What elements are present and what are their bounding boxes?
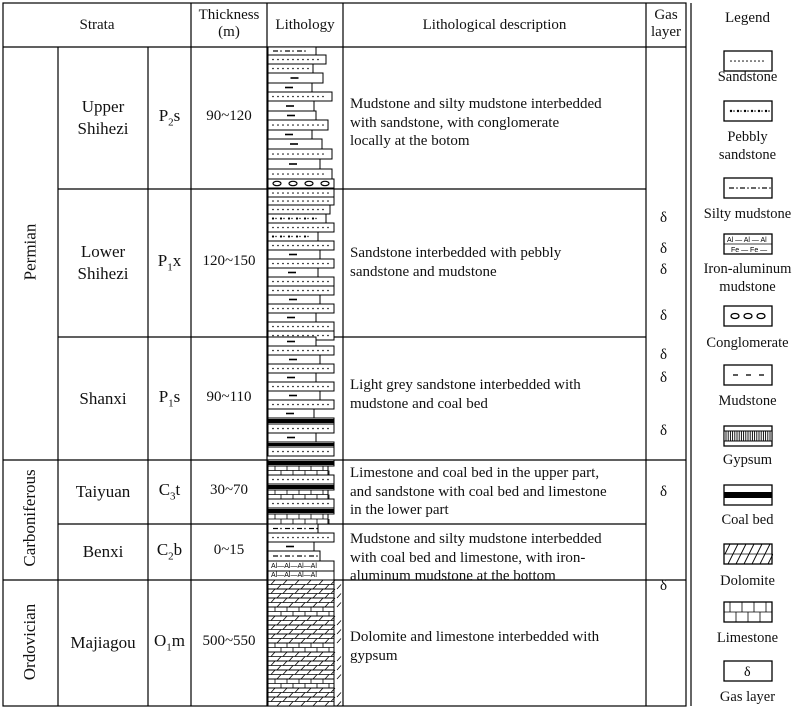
gas-layer-icon: δ — [660, 262, 668, 278]
formation-thickness: 0~15 — [213, 542, 245, 558]
formation-name: Shanxi — [79, 388, 127, 408]
gas-layer-icon: δ — [660, 484, 668, 500]
formation-code: $O_1m$ — [153, 631, 185, 654]
legend-conglomerate-label: Conglomerate — [706, 335, 789, 351]
legend-conglomerate-swatch — [723, 305, 773, 327]
legend-sandstone-label: Sandstone — [717, 69, 778, 85]
system-carboniferous: Carboniferous — [20, 469, 39, 567]
legend-coal-swatch — [723, 484, 773, 506]
svg-text:Al—Al—Al—Al: Al—Al—Al—Al — [271, 572, 317, 579]
legend-pebbly-swatch — [723, 100, 773, 122]
legend-title: Legend — [725, 10, 770, 26]
header-description: Lithological description — [422, 17, 567, 33]
header-thickness: Thickness (m) — [198, 7, 260, 40]
formation-thickness: 120~150 — [202, 253, 256, 269]
formation-name: Upper Shihezi — [77, 97, 129, 138]
formation-code: $C_3t$ — [158, 480, 181, 503]
formation-description: Mudstone and silty mudstone interbedded with coal bed and limestone, with iron- aluminum mudstone at the bottom — [350, 531, 602, 584]
formation-description: Limestone and coal bed in the upper part, and sandstone with coal bed and limestone in the lower part — [350, 465, 607, 518]
legend-mudstone-label: Mudstone — [718, 393, 777, 409]
formation-name: Taiyuan — [75, 482, 131, 501]
svg-text:Al—Al—Al—Al: Al—Al—Al—Al — [271, 563, 317, 570]
formation-description: Mudstone and silty mudstone interbedded with sandstone, with conglomerate locally at the botom — [350, 96, 602, 149]
header-lithology: Lithology — [275, 17, 335, 33]
formation-name: Lower Shihezi — [77, 242, 129, 283]
system-permian: Permian — [20, 223, 40, 281]
gas-layer-icon: δ — [660, 370, 668, 386]
legend-ironal-label: Iron-aluminum mudstone — [703, 261, 792, 295]
formation-code: $P_1s$ — [158, 386, 181, 409]
gas-layer-icon: δ — [660, 347, 668, 363]
formation-thickness: 500~550 — [202, 633, 256, 649]
formation-name: Majiagou — [70, 633, 136, 652]
legend-ironal-swatch — [723, 233, 773, 255]
legend-gas-label: Gas layer — [719, 689, 776, 705]
system-ordovician: Ordovician — [20, 603, 39, 681]
header-gas-layer: Gas layer — [651, 7, 681, 40]
formation-description: Dolomite and limestone interbedded with gypsum — [350, 629, 600, 664]
legend-limestone-swatch — [723, 601, 773, 623]
formation-name: Benxi — [82, 542, 124, 561]
formation-thickness: 90~110 — [206, 388, 252, 405]
gas-layer-icon: δ — [660, 308, 668, 324]
legend-limestone-label: Limestone — [716, 630, 779, 646]
legend-gypsum-label: Gypsum — [722, 452, 773, 468]
formation-thickness: 30~70 — [209, 482, 249, 498]
gas-layer-icon: δ — [660, 210, 668, 226]
gas-layer-icon: δ — [660, 423, 668, 439]
lithology-column — [267, 47, 343, 706]
header-strata: Strata — [79, 17, 115, 33]
formation-code: $C_2b$ — [156, 540, 183, 563]
formation-code: $P_2s$ — [158, 106, 181, 129]
formation-description: Sandstone interbedded with pebbly sandstone and mudstone — [350, 245, 562, 280]
gas-layer-icon: δ — [660, 241, 668, 257]
legend-gypsum-swatch — [723, 425, 773, 447]
formation-description: Light grey sandstone interbedded with mudstone and coal bed — [350, 377, 581, 412]
svg-text:Fe — Fe —: Fe — Fe — — [731, 247, 768, 254]
legend-dolomite-label: Dolomite — [720, 573, 775, 589]
formation-thickness: 90~120 — [206, 108, 252, 124]
legend-gas-swatch — [723, 660, 773, 682]
svg-text:δ: δ — [744, 665, 751, 680]
legend-dolomite-swatch — [723, 543, 773, 565]
svg-text:Al — Al — Al: Al — Al — Al — [727, 237, 767, 244]
legend-pebbly-label: Pebbly sandstone — [718, 129, 777, 163]
legend-silty-label: Silty mudstone — [703, 206, 792, 222]
legend-silty-swatch — [723, 177, 773, 199]
legend-coal-label: Coal bed — [721, 512, 774, 528]
gas-layer-icon: δ — [660, 578, 668, 594]
formation-code: $P_1x$ — [157, 251, 182, 274]
legend-mudstone-swatch — [723, 364, 773, 386]
